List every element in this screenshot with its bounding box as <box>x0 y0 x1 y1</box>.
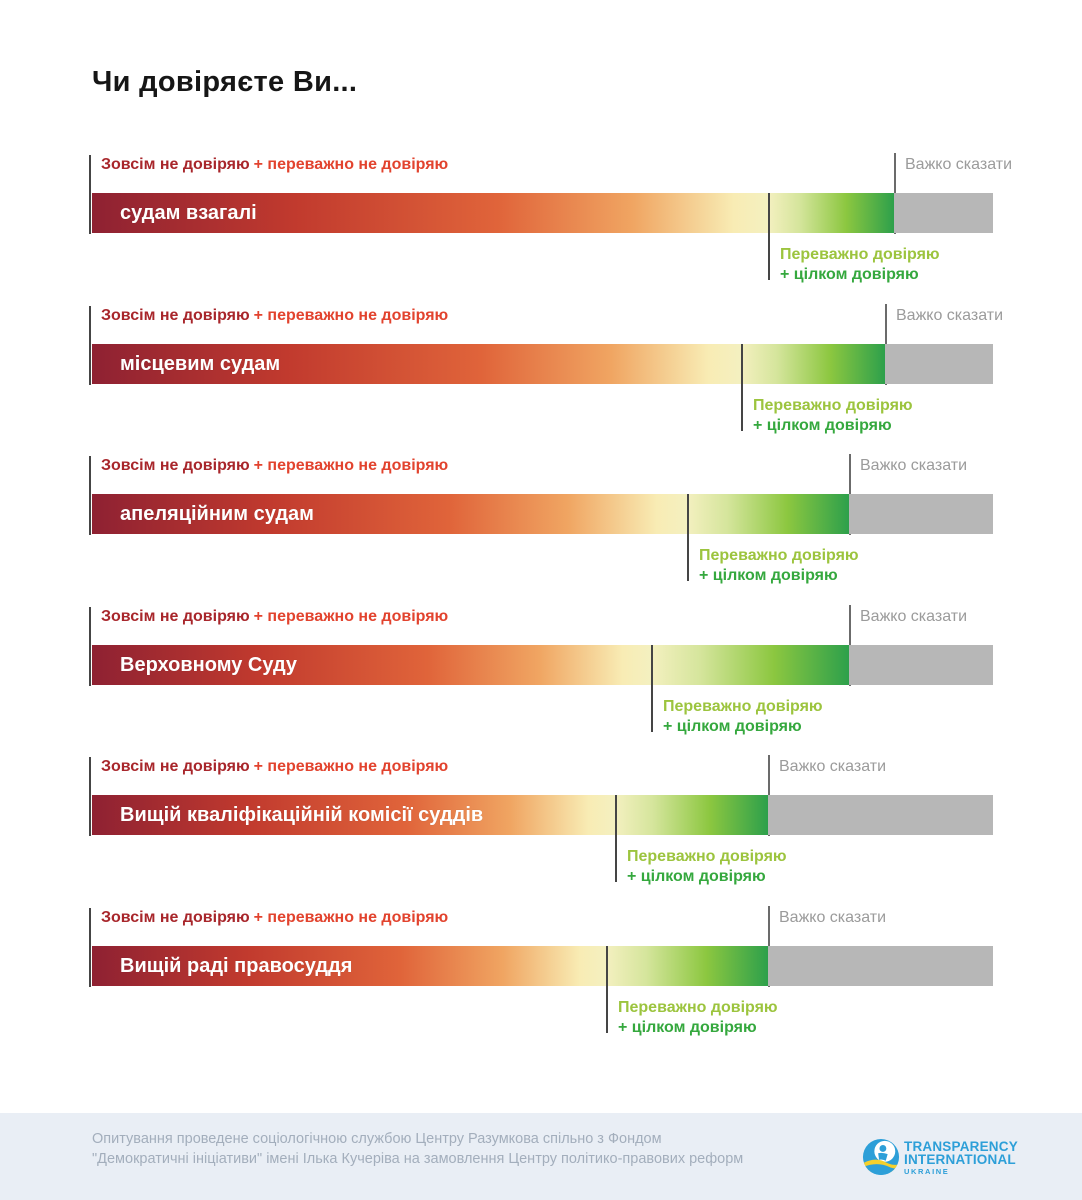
trust-label <box>627 848 787 886</box>
distrust-label <box>101 156 448 174</box>
trust-label <box>780 246 940 284</box>
distrust-label-part1: Зовсім не довіряю <box>101 156 250 173</box>
trust-bar <box>92 494 993 534</box>
distrust-label-part2: + переважно не довіряю <box>253 156 449 173</box>
trust-label <box>753 397 913 435</box>
distrust-label-part1: Зовсім не довіряю <box>101 457 250 474</box>
footer-source-line2: "Демократичні ініціативи" імені Ілька Кучеріва на замовлення Центру політико-правових реформ <box>92 1151 744 1167</box>
bar-category-label: судам взагалі <box>120 202 257 224</box>
bar-category-label: Верховному Суду <box>120 654 298 676</box>
trust-divider-tick <box>687 494 689 581</box>
distrust-label-part1: Зовсім не довіряю <box>101 758 250 775</box>
hard-to-say-label: Важко сказати <box>905 156 1013 173</box>
bar-category-label: Вищій раді правосуддя <box>120 955 353 977</box>
trust-divider-tick <box>768 193 770 280</box>
distrust-label <box>101 608 448 626</box>
bar-category-label: місцевим судам <box>120 353 281 375</box>
trust-bar <box>92 946 993 986</box>
trust-label <box>663 698 823 736</box>
distrust-label <box>101 909 448 927</box>
trust-divider-tick <box>615 795 617 882</box>
chart-group <box>92 757 993 889</box>
distrust-label-part2: + переважно не довіряю <box>253 307 449 324</box>
trust-label-line1: Переважно довіряю <box>627 848 787 865</box>
trust-label <box>618 999 778 1037</box>
distrust-label-part2: + переважно не довіряю <box>253 457 449 474</box>
axis-line <box>89 757 91 836</box>
distrust-label-part1: Зовсім не довіряю <box>101 909 250 926</box>
chart-group <box>92 456 993 588</box>
axis-line <box>89 155 91 234</box>
trust-divider-tick <box>606 946 608 1033</box>
trust-label-line2: + цілком довіряю <box>753 417 892 434</box>
chart-group <box>92 607 993 739</box>
trust-label-line1: Переважно довіряю <box>753 397 913 414</box>
trust-label-line1: Переважно довіряю <box>663 698 823 715</box>
distrust-label-part1: Зовсім не довіряю <box>101 307 250 324</box>
trust-label-line2: + цілком довіряю <box>780 266 919 283</box>
trust-label-line2: + цілком довіряю <box>663 718 802 735</box>
trust-divider-tick <box>741 344 743 431</box>
trust-label-line1: Переважно довіряю <box>618 999 778 1016</box>
trust-bar <box>92 344 993 384</box>
trust-bar <box>92 645 993 685</box>
trust-divider-tick <box>651 645 653 732</box>
trust-bar <box>92 795 993 835</box>
footer-source-text <box>92 1129 743 1169</box>
hard-to-say-label: Важко сказати <box>779 758 887 775</box>
trust-label-line2: + цілком довіряю <box>699 567 838 584</box>
axis-line <box>89 607 91 686</box>
logo-text-line2: INTERNATIONAL <box>904 1152 1016 1167</box>
chart-group <box>92 908 993 1040</box>
hard-to-say-label: Важко сказати <box>779 909 887 926</box>
trust-label-line1: Переважно довіряю <box>699 547 859 564</box>
axis-line <box>89 456 91 535</box>
trust-label <box>699 547 859 585</box>
distrust-label-part2: + переважно не довіряю <box>253 909 449 926</box>
distrust-label <box>101 758 448 776</box>
bar-category-label: апеляційним судам <box>120 503 314 525</box>
trust-label-line2: + цілком довіряю <box>618 1019 757 1036</box>
axis-line <box>89 306 91 385</box>
distrust-label-part1: Зовсім не довіряю <box>101 608 250 625</box>
footer-source-line1: Опитування проведене соціологічною службою Центру Разумкова спільно з Фондом <box>92 1131 662 1147</box>
chart-group <box>92 306 1004 438</box>
trust-label-line2: + цілком довіряю <box>627 868 766 885</box>
distrust-label <box>101 457 448 475</box>
trust-label-line1: Переважно довіряю <box>780 246 940 263</box>
distrust-label-part2: + переважно не довіряю <box>253 758 449 775</box>
logo-text-line1: TRANSPARENCY <box>904 1139 1018 1154</box>
hard-to-say-label: Важко сказати <box>860 608 968 625</box>
bar-category-label: Вищій кваліфікаційній комісії суддів <box>120 804 484 826</box>
chart-group <box>92 155 1013 287</box>
hard-to-say-label: Важко сказати <box>860 457 968 474</box>
trust-bar <box>92 193 993 233</box>
logo-text-line3: UKRAINE <box>904 1167 950 1176</box>
hard-to-say-label: Важко сказати <box>896 307 1004 324</box>
axis-line <box>89 908 91 987</box>
transparency-international-logo <box>862 1138 1018 1177</box>
logo-text <box>904 1138 1018 1177</box>
distrust-label-part2: + переважно не довіряю <box>253 608 449 625</box>
page-title: Чи довіряєте Ви... <box>92 66 358 98</box>
distrust-label <box>101 307 448 325</box>
globe-logo-icon <box>862 1138 900 1176</box>
footer <box>0 1113 1082 1200</box>
